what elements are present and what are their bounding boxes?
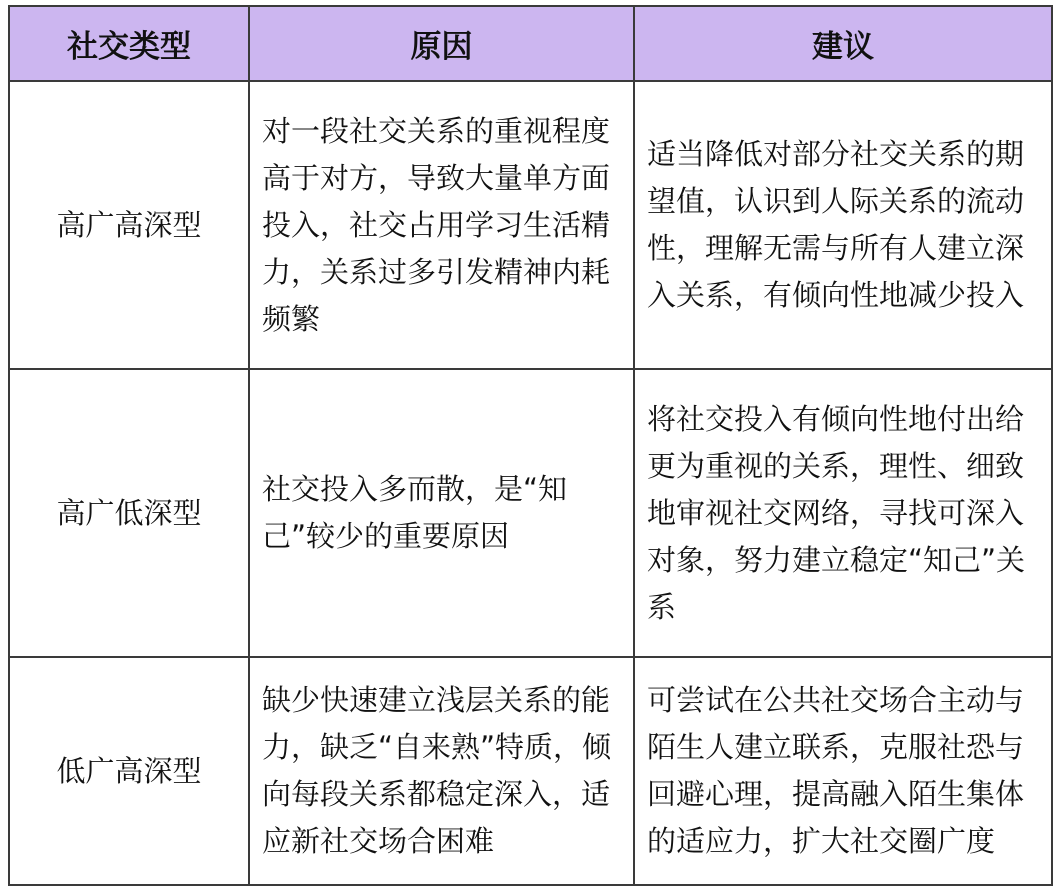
reason-cell: 对一段社交关系的重视程度高于对方，导致大量单方面投入，社交占用学习生活精力，关系过多引发精神内耗频繁 xyxy=(249,81,634,369)
advice-cell: 适当降低对部分社交关系的期望值，认识到人际关系的流动性，理解无需与所有人建立深入关系，有倾向性地减少投入 xyxy=(634,81,1052,369)
header-reason: 原因 xyxy=(249,6,634,81)
social-type-cell: 高广高深型 xyxy=(9,81,249,369)
header-advice: 建议 xyxy=(634,6,1052,81)
advice-cell: 将社交投入有倾向性地付出给更为重视的关系，理性、细致地审视社交网络，寻找可深入对象，努力建立稳定“知己”关系 xyxy=(634,369,1052,657)
table-row xyxy=(9,369,1052,657)
reason-cell: 社交投入多而散，是“知己”较少的重要原因 xyxy=(249,369,634,657)
social-type-table xyxy=(8,5,1053,886)
social-type-cell: 低广高深型 xyxy=(9,657,249,885)
table-row xyxy=(9,81,1052,369)
advice-cell: 可尝试在公共社交场合主动与陌生人建立联系，克服社恐与回避心理，提高融入陌生集体的适应力，扩大社交圈广度 xyxy=(634,657,1052,885)
reason-cell: 缺少快速建立浅层关系的能力，缺乏“自来熟”特质，倾向每段关系都稳定深入，适应新社交场合困难 xyxy=(249,657,634,885)
table-row xyxy=(9,657,1052,885)
social-type-cell: 高广低深型 xyxy=(9,369,249,657)
table-header-row xyxy=(9,6,1052,81)
social-type-table-container xyxy=(8,5,1053,886)
header-social-type: 社交类型 xyxy=(9,6,249,81)
